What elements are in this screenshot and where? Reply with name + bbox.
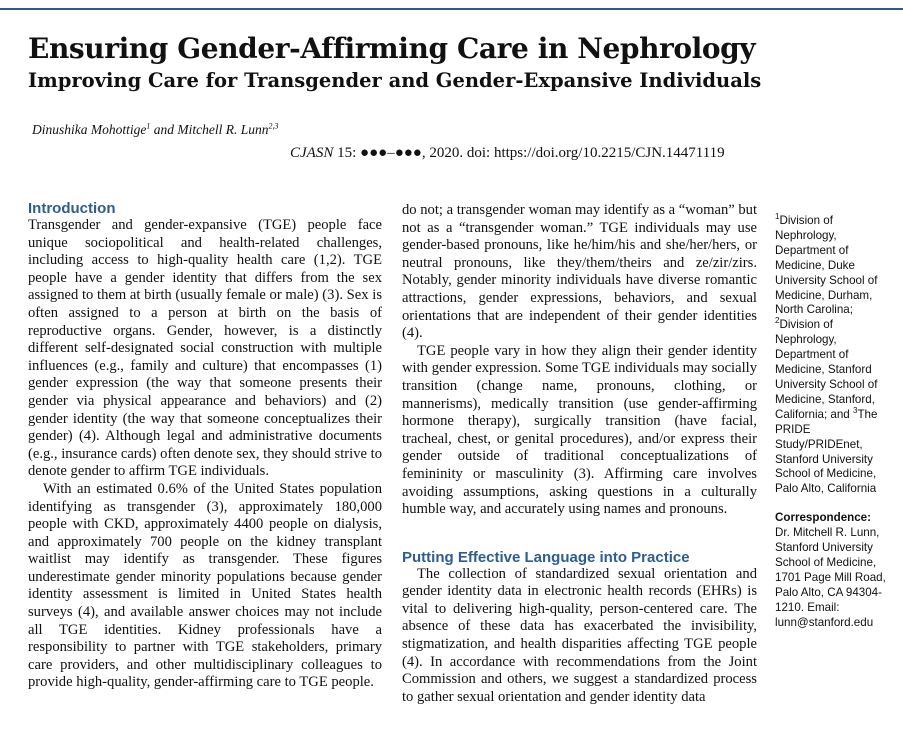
author-affiliation-mark: 1 — [146, 121, 151, 131]
correspondence-heading: Correspondence: — [775, 511, 871, 525]
author-conjunction: and — [150, 122, 178, 137]
left-column — [28, 200, 382, 692]
affiliation-mark: 1 — [775, 212, 780, 222]
author-line — [32, 122, 279, 138]
section-heading-language: Putting Effective Language into Practice — [402, 548, 690, 566]
article-subtitle: Improving Care for Transgender and Gender-Expansive Individuals — [28, 69, 762, 92]
affiliation-text: The PRIDE Study/PRIDEnet, Stanford University School of Medicine, Palo Alto, California — [775, 407, 878, 496]
paragraph: TGE people vary in how they align their gender identity with gender expression. Some TGE individuals may socially transition (change name, pronouns, clothing, or mannerisms), medically transition (use gender-affirming hormone therapy), surgically transition (have facial, tracheal, chest, or genital procedures), and/or express their gender outside of traditional conceptualizations of femininity or masculinity (3). Affirming care involves avoiding assumptions, asking questions in a culturally humble way, and accurately using names and pronouns. — [402, 342, 757, 518]
author-affiliation-mark: 2,3 — [268, 121, 279, 131]
affiliations — [775, 214, 897, 497]
section-heading-introduction: Introduction — [28, 200, 116, 217]
paragraph: Transgender and gender-expansive (TGE) people face unique sociopolitical and health-related challenges, including access to high-quality health care (1,2). TGE people have a gender identity that differs from the sex assigned to them at birth (usually female or male) (3). Sex is often assigned to a person at birth on the basis of reproductive organs. Gender, however, is a distinctly different self-designated social construction with multiple influences (e.g., family and culture) that encompasses (1) gender expression (the way that someone presents their gender via physical appearance and behaviors) and (2) gender identity (the way that someone conceptualizes their gender) (4). Although legal and administrative documents (e.g., insurance cards) often denote sex, they should strive to denote gender to affirm TGE individuals. — [28, 217, 382, 480]
affiliation-text: Division of Nephrology, Department of Medicine, Stanford University School of Medicine, Stanford, California; and — [775, 318, 878, 421]
affiliation-text: Division of Nephrology, Department of Medicine, Duke University School of Medicine, Durham, North Carolina; — [775, 214, 878, 317]
citation-line — [290, 145, 725, 162]
article-title: Ensuring Gender-Affirming Care in Nephrology — [28, 32, 756, 65]
journal-name: CJASN — [290, 145, 334, 161]
header-rule — [0, 8, 903, 10]
citation-details: 15: ●●●–●●●, 2020. doi: https://doi.org/10.2215/CJN.14471119 — [333, 145, 725, 161]
affiliation-mark: 3 — [852, 405, 858, 415]
author-name: Mitchell R. Lunn — [177, 122, 269, 137]
affiliations-sidebar — [775, 214, 897, 630]
author-name: Dinushika Mohottige — [32, 122, 147, 137]
paragraph: do not; a transgender woman may identify as a “woman” but not as a “transgender woman.” TGE individuals may use gender-based pronouns, like he/him/his and she/her/hers, or neutral pronouns, like they/them/theirs and ze/zir/zirs. Notably, gender minority individuals have diverse romantic attractions, gender expressions, behaviors, and sexual orientations that are independent of their gender identities (4). — [402, 202, 758, 342]
affiliation-mark: 2 — [775, 316, 780, 326]
paragraph: With an estimated 0.6% of the United States population identifying as transgender (3), approximately 180,000 people with CKD, approximately 4400 people on dialysis, and approximately 700 people on the kidney transplant waitlist may identify as transgender. These figures underestimate gender minority populations because gender identity assessment is limited in United States health surveys (4), and available answer choices may not include all TGE identities. Kidney professionals have a responsibility to partner with TGE stakeholders, primary care providers, and other multidisciplinary colleagues to provide high-quality, gender-affirming care to TGE people. — [28, 480, 382, 691]
middle-column — [402, 202, 757, 706]
paragraph: The collection of standardized sexual orientation and gender identity data in electronic health records (EHRs) is vital to delivering high-quality, person-centered care. The absence of these data has exacerbated the invisibility, stigmatization, and health disparities affecting TGE people (4). In accordance with recommendations from the Joint Commission and others, we suggest a standardized process to gather sexual orientation and gender identity data — [402, 565, 757, 705]
correspondence-text: Dr. Mitchell R. Lunn, Stanford University School of Medicine, 1701 Page Mill Road, Palo Alto, CA 94304-1210. Email: lunn@stanford.edu — [775, 526, 886, 629]
